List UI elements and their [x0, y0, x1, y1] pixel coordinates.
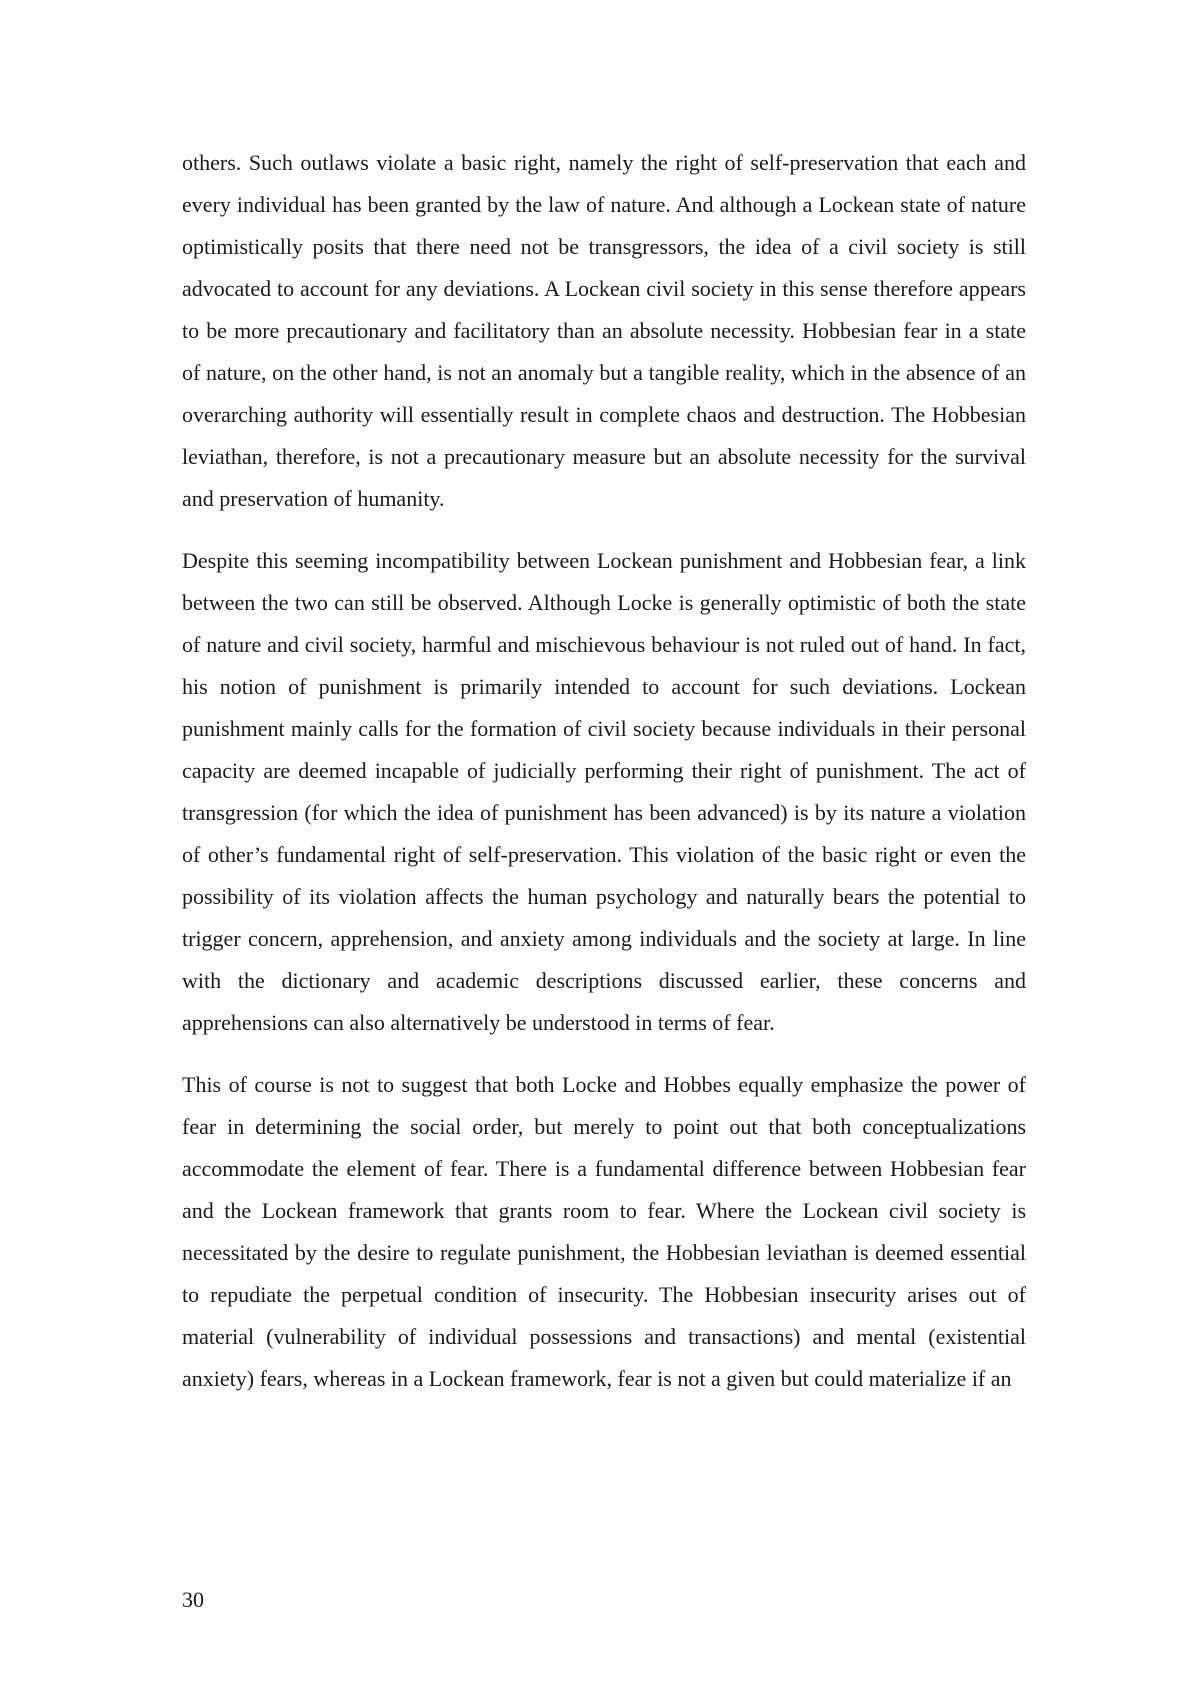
- paragraph-2: Despite this seeming incompatibility between Lockean punishment and Hobbesian fear, a link between the two can still be observed. Although Locke is generally optimistic of both the state of nature and civil society, harmful and mischievous behaviour is not ruled out of hand. In fact, his notion of punishment is primarily intended to account for such deviations. Lockean punishment mainly calls for the formation of civil society because individuals in their personal capacity are deemed incapable of judicially performing their right of punishment. The act of transgression (for which the idea of punishment has been advanced) is by its nature a violation of other’s fundamental right of self-preservation. This violation of the basic right or even the possibility of its violation affects the human psychology and naturally bears the potential to trigger concern, apprehension, and anxiety among individuals and the society at large. In line with the dictionary and academic descriptions discussed earlier, these concerns and apprehensions can also alternatively be understood in terms of fear.: [182, 548, 1026, 1035]
- paragraph-3: This of course is not to suggest that both Locke and Hobbes equally emphasize the power of fear in determining the social order, but merely to point out that both conceptualizations accommodate the element of fear. There is a fundamental difference between Hobbesian fear and the Lockean framework that grants room to fear. Where the Lockean civil society is necessitated by the desire to regulate punishment, the Hobbesian leviathan is deemed essential to repudiate the perpetual condition of insecurity. The Hobbesian insecurity arises out of material (vulnerability of individual possessions and transactions) and mental (existential anxiety) fears, whereas in a Lockean framework, fear is not a given but could materialize if an: [182, 1072, 1026, 1391]
- body-text: [182, 142, 1026, 1420]
- page-number: 30: [182, 1587, 204, 1612]
- paragraph-1: others. Such outlaws violate a basic right, namely the right of self-preservation that each and every individual has been granted by the law of nature. And although a Lockean state of nature optimistically posits that there need not be transgressors, the idea of a civil society is still advocated to account for any deviations. A Lockean civil society in this sense therefore appears to be more precautionary and facilitatory than an absolute necessity. Hobbesian fear in a state of nature, on the other hand, is not an anomaly but a tangible reality, which in the absence of an overarching authority will essentially result in complete chaos and destruction. The Hobbesian leviathan, therefore, is not a precautionary measure but an absolute necessity for the survival and preservation of humanity.: [182, 150, 1026, 511]
